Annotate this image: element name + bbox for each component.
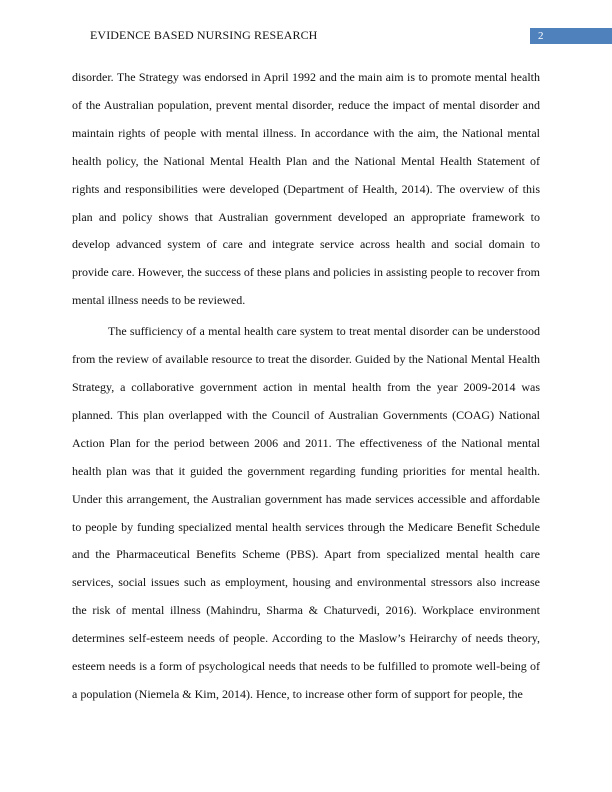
running-header-title: EVIDENCE BASED NURSING RESEARCH [90, 28, 318, 42]
page-number-badge: 2 [530, 28, 612, 44]
paragraph-2: The sufficiency of a mental health care system to treat mental disorder can be understood from the review of available resource to treat the disorder. Guided by the National Mental Health Strategy, a collaborative government action in mental health from the year 2009-2014 was planned. This plan overlapped with the Council of Australian Governments (COAG) National Action Plan for the period between 2006 and 2011. The effectiveness of the National mental health plan was that it guided the government regarding funding priorities for mental health. Under this arrangement, the Australian government has made services accessible and affordable to people by funding specialized mental health services through the Medicare Benefit Schedule and the Pharmaceutical Benefits Scheme (PBS). Apart from specialized mental health care services, social issues such as employment, housing and environmental stressors also increase the risk of mental illness (Mahindru, Sharma & Chaturvedi, 2016). Workplace environment determines self-esteem needs of people. According to the Maslow’s Heirarchy of needs theory, esteem needs is a form of psychological needs that needs to be fulfilled to promote well-being of a population (Niemela & Kim, 2014). Hence, to increase other form of support for people, the [72, 324, 540, 701]
document-body [72, 64, 540, 709]
paragraph-1: disorder. The Strategy was endorsed in April 1992 and the main aim is to promote mental health of the Australian population, prevent mental disorder, reduce the impact of mental disorder and maintain rights of people with mental illness. In accordance with the aim, the National mental health policy, the National Mental Health Plan and the National Mental Health Statement of rights and responsibilities were developed (Department of Health, 2014). The overview of this plan and policy shows that Australian government developed an appropriate framework to develop advanced system of care and integrate service across health and social domain to provide care. However, the success of these plans and policies in assisting people to recover from mental illness needs to be reviewed. [72, 70, 540, 308]
